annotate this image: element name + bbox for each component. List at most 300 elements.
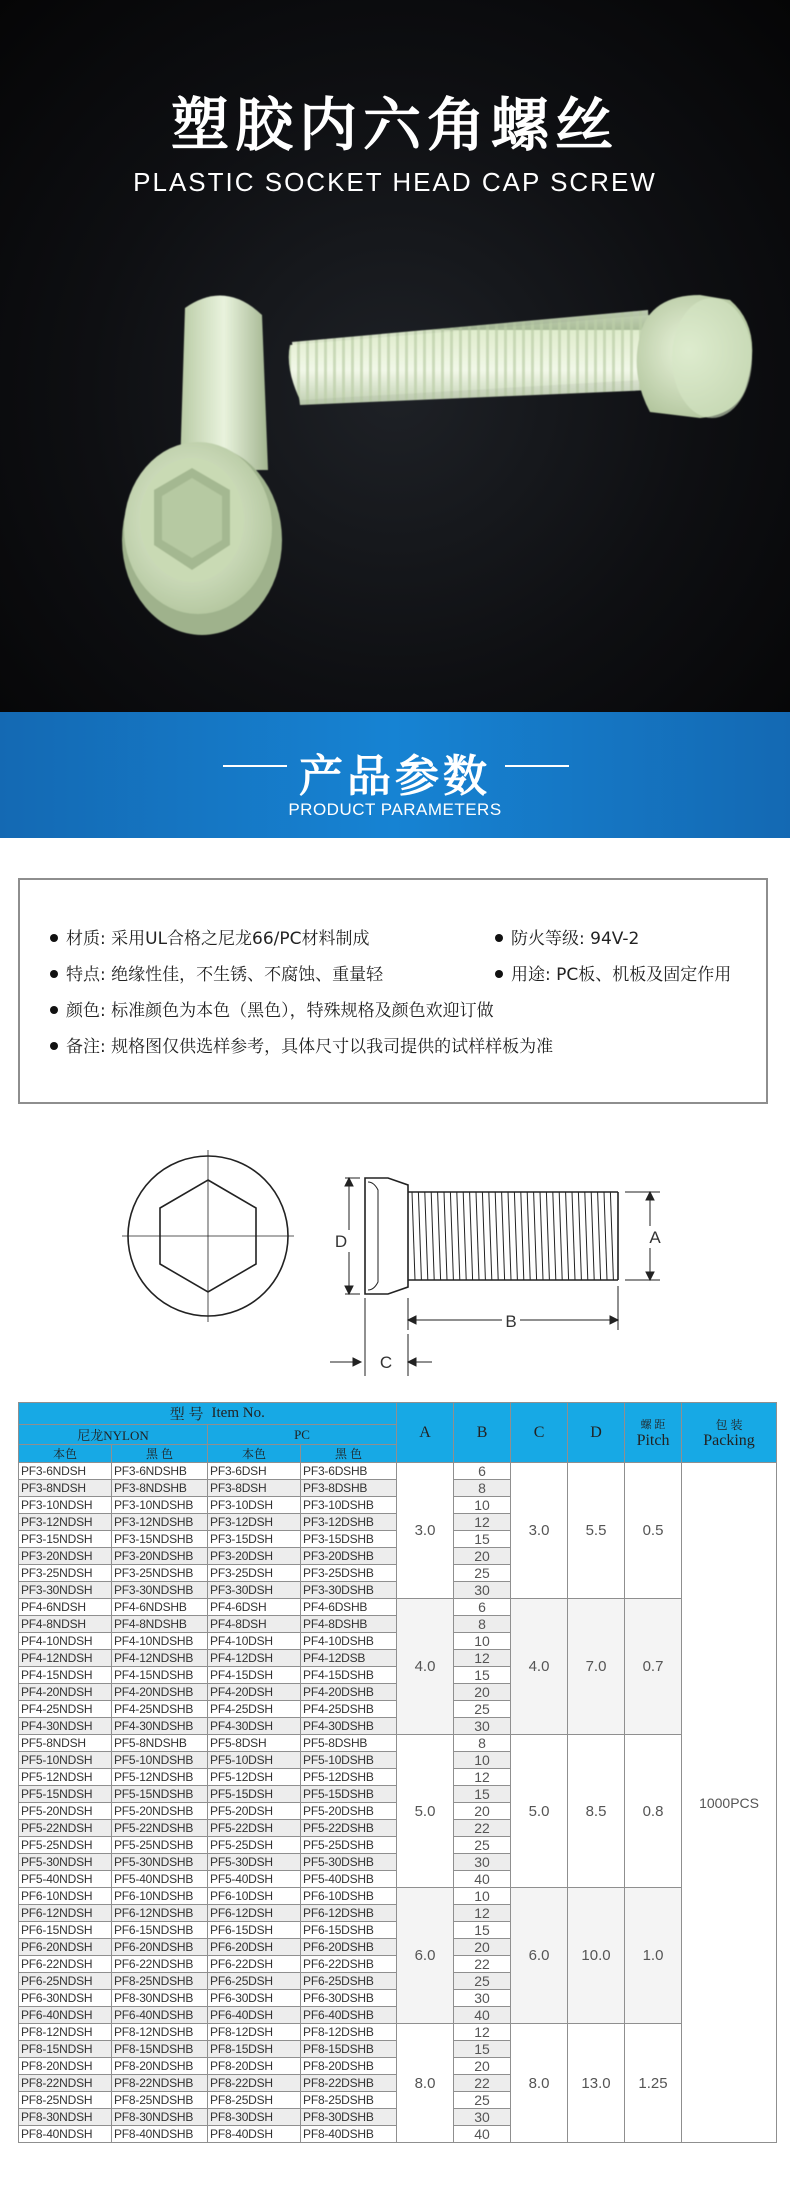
pc-header: PC — [208, 1425, 397, 1445]
model-cell: PF6-40NDSHB — [112, 2007, 208, 2024]
model-cell: PF3-6NDSH — [19, 1463, 112, 1480]
model-cell: PF5-22DSHB — [301, 1820, 397, 1837]
spec-note — [50, 1032, 553, 1057]
model-cell: PF4-12NDSHB — [112, 1650, 208, 1667]
hero-banner — [0, 0, 790, 712]
bullet-icon — [50, 1042, 58, 1050]
thread-line — [566, 1192, 569, 1280]
model-cell: PF6-22DSH — [208, 1956, 301, 1973]
spec-features — [50, 960, 383, 985]
d-value-cell: 13.0 — [568, 2024, 625, 2143]
spec-value: 标准颜色为本色（黑色），特殊规格及颜色欢迎订做 — [111, 1001, 494, 1021]
model-cell: PF8-25NDSH — [19, 2092, 112, 2109]
b-value-cell: 12 — [454, 1514, 511, 1531]
model-cell: PF5-8DSHB — [301, 1735, 397, 1752]
bullet-icon — [495, 970, 503, 978]
model-cell: PF3-8DSH — [208, 1480, 301, 1497]
model-cell: PF4-8DSHB — [301, 1616, 397, 1633]
model-cell: PF8-20NDSHB — [112, 2058, 208, 2075]
model-cell: PF6-25DSH — [208, 1973, 301, 1990]
model-cell: PF3-12NDSHB — [112, 1514, 208, 1531]
model-cell: PF8-25DSHB — [301, 2092, 397, 2109]
dim-label-a: A — [649, 1228, 661, 1247]
packing-header — [682, 1403, 777, 1463]
model-cell: PF5-40DSHB — [301, 1871, 397, 1888]
model-cell: PF4-6NDSHB — [112, 1599, 208, 1616]
b-value-cell: 10 — [454, 1752, 511, 1769]
thread-line — [482, 1192, 485, 1280]
thread-line — [431, 1192, 434, 1280]
model-cell: PF8-22NDSHB — [112, 2075, 208, 2092]
dim-label-c: C — [379, 1353, 393, 1372]
screw-product-image — [0, 240, 790, 712]
model-cell: PF5-8NDSH — [19, 1735, 112, 1752]
model-cell: PF3-8NDSHB — [112, 1480, 208, 1497]
model-cell: PF8-25DSH — [208, 2092, 301, 2109]
model-cell: PF8-12DSHB — [301, 2024, 397, 2041]
spec-label: 用途: — [511, 965, 551, 985]
model-cell: PF8-40NDSHB — [112, 2126, 208, 2143]
table-row — [19, 1599, 777, 1616]
thread-line — [572, 1192, 575, 1280]
model-cell: PF3-15NDSH — [19, 1531, 112, 1548]
model-cell: PF3-20DSHB — [301, 1548, 397, 1565]
model-cell: PF8-30NDSHB — [112, 2109, 208, 2126]
pitch-value-cell: 1.25 — [625, 2024, 682, 2143]
model-cell: PF3-25DSH — [208, 1565, 301, 1582]
model-cell: PF3-10DSH — [208, 1497, 301, 1514]
item-no-header: Item No. — [208, 1403, 397, 1425]
table-row — [19, 1888, 777, 1905]
thread-line — [444, 1192, 447, 1280]
b-value-cell: 20 — [454, 1548, 511, 1565]
model-cell: PF8-40NDSH — [19, 2126, 112, 2143]
model-cell: PF8-30NDSH — [19, 2109, 112, 2126]
d-value-cell: 5.5 — [568, 1463, 625, 1599]
model-cell: PF4-10DSH — [208, 1633, 301, 1650]
pitch-header — [625, 1403, 682, 1463]
model-cell: PF4-12DSB — [301, 1650, 397, 1667]
thread-line — [470, 1192, 473, 1280]
b-value-cell: 22 — [454, 1956, 511, 1973]
model-cell: PF4-10NDSHB — [112, 1633, 208, 1650]
model-cell: PF3-15DSH — [208, 1531, 301, 1548]
thread-line — [514, 1192, 517, 1280]
model-cell: PF8-22DSH — [208, 2075, 301, 2092]
table-row — [19, 2024, 777, 2041]
model-cell: PF6-30DSH — [208, 1990, 301, 2007]
spec-material — [50, 924, 370, 949]
model-cell: PF8-30DSHB — [301, 2109, 397, 2126]
b-value-cell: 15 — [454, 1531, 511, 1548]
model-cell: PF4-30DSH — [208, 1718, 301, 1735]
model-cell: PF5-20DSHB — [301, 1803, 397, 1820]
model-cell: PF4-20DSHB — [301, 1684, 397, 1701]
head-top-view — [122, 1150, 294, 1322]
model-cell: PF8-20NDSH — [19, 2058, 112, 2075]
model-cell: PF5-25NDSHB — [112, 1837, 208, 1854]
col-d-header: D — [568, 1403, 625, 1463]
model-cell: PF5-10NDSHB — [112, 1752, 208, 1769]
model-cell: PF6-20DSH — [208, 1939, 301, 1956]
thread-line — [476, 1192, 479, 1280]
model-cell: PF5-12DSHB — [301, 1769, 397, 1786]
model-cell: PF4-8NDSHB — [112, 1616, 208, 1633]
b-value-cell: 15 — [454, 2041, 511, 2058]
model-cell: PF5-22NDSH — [19, 1820, 112, 1837]
b-value-cell: 20 — [454, 1803, 511, 1820]
thread-line — [559, 1192, 562, 1280]
b-value-cell: 10 — [454, 1633, 511, 1650]
thread-line — [546, 1192, 549, 1280]
model-cell: PF4-30NDSH — [19, 1718, 112, 1735]
model-cell: PF6-20DSHB — [301, 1939, 397, 1956]
model-cell: PF6-30DSHB — [301, 1990, 397, 2007]
thread-line — [502, 1192, 505, 1280]
model-cell: PF5-25NDSH — [19, 1837, 112, 1854]
model-cell: PF8-20DSH — [208, 2058, 301, 2075]
model-cell: PF6-12NDSHB — [112, 1905, 208, 1922]
model-cell: PF5-40NDSHB — [112, 1871, 208, 1888]
model-cell: PF6-20NDSHB — [112, 1939, 208, 1956]
model-cell: PF5-12NDSH — [19, 1769, 112, 1786]
spec-label: 材质: — [66, 929, 106, 949]
model-cell: PF3-20NDSH — [19, 1548, 112, 1565]
model-cell: PF8-25NDSHB — [112, 2092, 208, 2109]
model-cell: PF6-15NDSHB — [112, 1922, 208, 1939]
model-cell: PF5-20DSH — [208, 1803, 301, 1820]
thread-line — [438, 1192, 441, 1280]
model-cell: PF4-12DSH — [208, 1650, 301, 1667]
model-cell: PF3-30DSHB — [301, 1582, 397, 1599]
b-value-cell: 6 — [454, 1599, 511, 1616]
model-cell: PF3-15NDSHB — [112, 1531, 208, 1548]
spec-label: 颜色: — [66, 1001, 106, 1021]
dim-label-b: B — [505, 1312, 517, 1331]
a-value-cell: 8.0 — [397, 2024, 454, 2143]
spec-label: 备注: — [66, 1037, 106, 1057]
screw-side-view — [365, 1178, 618, 1294]
model-cell: PF5-15NDSHB — [112, 1786, 208, 1803]
model-cell: PF5-40NDSH — [19, 1871, 112, 1888]
model-cell: PF6-22DSHB — [301, 1956, 397, 1973]
b-value-cell: 40 — [454, 2007, 511, 2024]
col-b-header: B — [454, 1403, 511, 1463]
model-cell: PF5-30DSH — [208, 1854, 301, 1871]
b-value-cell: 6 — [454, 1463, 511, 1480]
model-cell: PF4-20NDSH — [19, 1684, 112, 1701]
model-cell: PF6-12NDSH — [19, 1905, 112, 1922]
thread-line — [508, 1192, 511, 1280]
b-value-cell: 12 — [454, 1650, 511, 1667]
b-value-cell: 10 — [454, 1497, 511, 1514]
section-subtitle: PRODUCT PARAMETERS — [288, 800, 502, 819]
b-value-cell: 20 — [454, 1939, 511, 1956]
b-value-cell: 40 — [454, 1871, 511, 1888]
col-c-header: C — [511, 1403, 568, 1463]
model-cell: PF4-30NDSHB — [112, 1718, 208, 1735]
natural-header: 本色 — [208, 1445, 301, 1463]
spec-table — [18, 1402, 777, 2143]
pitch-en: Pitch — [636, 1431, 670, 1449]
model-cell: PF3-25DSHB — [301, 1565, 397, 1582]
model-cell: PF3-6NDSHB — [112, 1463, 208, 1480]
model-cell: PF3-8DSHB — [301, 1480, 397, 1497]
model-cell: PF3-25NDSH — [19, 1565, 112, 1582]
model-cell: PF8-30NDSHB — [112, 1990, 208, 2007]
c-value-cell: 5.0 — [511, 1735, 568, 1888]
b-value-cell: 20 — [454, 2058, 511, 2075]
bullet-icon — [50, 1006, 58, 1014]
model-cell: PF8-30DSH — [208, 2109, 301, 2126]
model-cell: PF4-25DSHB — [301, 1701, 397, 1718]
hero-title: 塑胶内六角螺丝 — [170, 91, 619, 159]
model-cell: PF5-12DSH — [208, 1769, 301, 1786]
model-cell: PF8-40DSH — [208, 2126, 301, 2143]
model-cell: PF8-15NDSHB — [112, 2041, 208, 2058]
bullet-icon — [495, 934, 503, 942]
table-row — [19, 1463, 777, 1480]
model-cell: PF5-12NDSHB — [112, 1769, 208, 1786]
model-cell: PF3-15DSHB — [301, 1531, 397, 1548]
model-cell: PF6-10DSH — [208, 1888, 301, 1905]
model-cell: PF5-10NDSH — [19, 1752, 112, 1769]
b-value-cell: 12 — [454, 1905, 511, 1922]
a-value-cell: 5.0 — [397, 1735, 454, 1888]
model-cell: PF6-12DSH — [208, 1905, 301, 1922]
b-value-cell: 30 — [454, 1582, 511, 1599]
model-cell: PF6-22NDSHB — [112, 1956, 208, 1973]
b-value-cell: 30 — [454, 2109, 511, 2126]
b-value-cell: 30 — [454, 1990, 511, 2007]
b-value-cell: 25 — [454, 1701, 511, 1718]
b-value-cell: 25 — [454, 1973, 511, 1990]
thread-line — [489, 1192, 492, 1280]
thread-line — [412, 1192, 415, 1280]
model-cell: PF4-15DSH — [208, 1667, 301, 1684]
thread-line — [495, 1192, 498, 1280]
b-value-cell: 12 — [454, 2024, 511, 2041]
b-value-cell: 30 — [454, 1854, 511, 1871]
hero-subtitle: PLASTIC SOCKET HEAD CAP SCREW — [133, 167, 657, 197]
b-value-cell: 40 — [454, 2126, 511, 2143]
model-cell: PF5-30DSHB — [301, 1854, 397, 1871]
thread-line — [591, 1192, 594, 1280]
table-row — [19, 1735, 777, 1752]
model-cell: PF3-6DSH — [208, 1463, 301, 1480]
model-cell: PF4-20NDSHB — [112, 1684, 208, 1701]
model-cell: PF5-10DSH — [208, 1752, 301, 1769]
model-cell: PF6-40DSHB — [301, 2007, 397, 2024]
model-cell: PF4-15NDSHB — [112, 1667, 208, 1684]
model-cell: PF3-25NDSHB — [112, 1565, 208, 1582]
packing-cell: 1000PCS — [682, 1463, 777, 2143]
model-cell: PF6-25DSHB — [301, 1973, 397, 1990]
b-value-cell: 8 — [454, 1616, 511, 1633]
spec-label: 特点: — [66, 965, 106, 985]
model-cell: PF4-6DSH — [208, 1599, 301, 1616]
model-cell: PF6-15NDSH — [19, 1922, 112, 1939]
model-cell: PF5-20NDSH — [19, 1803, 112, 1820]
model-cell: PF8-15NDSH — [19, 2041, 112, 2058]
pitch-cn: 螺 距 — [640, 1418, 666, 1431]
spec-value: 规格图仅供选样参考，具体尺寸以我司提供的试样样板为准 — [111, 1037, 554, 1057]
model-cell: PF3-6DSHB — [301, 1463, 397, 1480]
model-cell: PF5-8NDSHB — [112, 1735, 208, 1752]
model-cell: PF8-12NDSH — [19, 2024, 112, 2041]
model-cell: PF4-10NDSH — [19, 1633, 112, 1650]
model-cell: PF8-22NDSH — [19, 2075, 112, 2092]
b-value-cell: 10 — [454, 1888, 511, 1905]
model-cell: PF5-30NDSHB — [112, 1854, 208, 1871]
model-cell: PF5-25DSHB — [301, 1837, 397, 1854]
thread-line — [450, 1192, 453, 1280]
model-cell: PF3-10NDSH — [19, 1497, 112, 1514]
model-cell: PF3-30DSH — [208, 1582, 301, 1599]
model-cell: PF5-22NDSHB — [112, 1820, 208, 1837]
spec-value: 绝缘性佳，不生锈、不腐蚀、重量轻 — [111, 965, 384, 985]
spec-box — [18, 878, 768, 1104]
model-cell: PF8-15DSHB — [301, 2041, 397, 2058]
model-cell: PF8-25NDSHB — [112, 1973, 208, 1990]
model-cell: PF5-15NDSH — [19, 1786, 112, 1803]
model-cell: PF3-10DSHB — [301, 1497, 397, 1514]
model-cell: PF6-40NDSH — [19, 2007, 112, 2024]
screw-dimension-diagram — [0, 1130, 790, 1380]
c-value-cell: 4.0 — [511, 1599, 568, 1735]
pitch-value-cell: 0.8 — [625, 1735, 682, 1888]
spec-usage — [495, 960, 731, 985]
model-cell: PF4-25DSH — [208, 1701, 301, 1718]
model-cell: PF6-15DSH — [208, 1922, 301, 1939]
spec-label: 防火等级: — [511, 929, 585, 949]
b-value-cell: 20 — [454, 1684, 511, 1701]
model-cell: PF6-20NDSH — [19, 1939, 112, 1956]
thread-line — [527, 1192, 530, 1280]
thread-line — [540, 1192, 543, 1280]
b-value-cell: 22 — [454, 1820, 511, 1837]
b-value-cell: 15 — [454, 1922, 511, 1939]
col-a-header: A — [397, 1403, 454, 1463]
model-cell: PF5-15DSH — [208, 1786, 301, 1803]
model-cell: PF6-30NDSH — [19, 1990, 112, 2007]
pitch-value-cell: 1.0 — [625, 1888, 682, 2024]
model-cell: PF8-22DSHB — [301, 2075, 397, 2092]
model-cell: PF8-40DSHB — [301, 2126, 397, 2143]
model-cell: PF3-12DSH — [208, 1514, 301, 1531]
model-cell: PF3-12DSHB — [301, 1514, 397, 1531]
model-cell: PF3-10NDSHB — [112, 1497, 208, 1514]
thread-line — [585, 1192, 588, 1280]
model-cell: PF3-8NDSH — [19, 1480, 112, 1497]
model-cell: PF4-25NDSH — [19, 1701, 112, 1718]
thread-line — [578, 1192, 581, 1280]
b-value-cell: 22 — [454, 2075, 511, 2092]
model-cell: PF6-40DSH — [208, 2007, 301, 2024]
a-value-cell: 4.0 — [397, 1599, 454, 1735]
model-cell: PF5-30NDSH — [19, 1854, 112, 1871]
model-cell: PF8-12DSH — [208, 2024, 301, 2041]
model-cell: PF3-30NDSH — [19, 1582, 112, 1599]
spec-value: 采用UL合格之尼龙66/PC材料制成 — [111, 929, 370, 949]
spec-color — [50, 996, 494, 1021]
d-value-cell: 10.0 — [568, 1888, 625, 2024]
spec-value: 94V-2 — [590, 929, 640, 949]
thread-line — [425, 1192, 428, 1280]
model-cell: PF3-12NDSH — [19, 1514, 112, 1531]
model-cell: PF5-22DSH — [208, 1820, 301, 1837]
pitch-value-cell: 0.5 — [625, 1463, 682, 1599]
b-value-cell: 8 — [454, 1480, 511, 1497]
model-cell: PF4-8NDSH — [19, 1616, 112, 1633]
model-cell: PF4-15NDSH — [19, 1667, 112, 1684]
model-cell: PF5-8DSH — [208, 1735, 301, 1752]
model-cell: PF3-20NDSHB — [112, 1548, 208, 1565]
thread-line — [463, 1192, 466, 1280]
model-cell: PF3-30NDSHB — [112, 1582, 208, 1599]
model-cell: PF4-6NDSH — [19, 1599, 112, 1616]
b-value-cell: 15 — [454, 1786, 511, 1803]
c-value-cell: 3.0 — [511, 1463, 568, 1599]
b-value-cell: 25 — [454, 1837, 511, 1854]
model-header: 型 号 — [19, 1403, 208, 1425]
thread-line — [521, 1192, 524, 1280]
nylon-header: 尼龙NYLON — [19, 1425, 208, 1445]
model-cell: PF5-20NDSHB — [112, 1803, 208, 1820]
b-value-cell: 8 — [454, 1735, 511, 1752]
dim-label-d: D — [334, 1232, 348, 1251]
model-cell: PF4-25NDSHB — [112, 1701, 208, 1718]
b-value-cell: 12 — [454, 1769, 511, 1786]
model-cell: PF4-12NDSH — [19, 1650, 112, 1667]
model-cell: PF4-6DSHB — [301, 1599, 397, 1616]
model-cell: PF6-25NDSH — [19, 1973, 112, 1990]
bullet-icon — [50, 970, 58, 978]
model-cell: PF4-30DSHB — [301, 1718, 397, 1735]
b-value-cell: 25 — [454, 2092, 511, 2109]
thread-line — [457, 1192, 460, 1280]
model-cell: PF3-20DSH — [208, 1548, 301, 1565]
model-cell: PF5-25DSH — [208, 1837, 301, 1854]
black-header: 黑 色 — [112, 1445, 208, 1463]
model-cell: PF4-20DSH — [208, 1684, 301, 1701]
b-value-cell: 15 — [454, 1667, 511, 1684]
model-cell: PF6-10NDSH — [19, 1888, 112, 1905]
model-cell: PF8-15DSH — [208, 2041, 301, 2058]
thread-line — [598, 1192, 601, 1280]
c-value-cell: 8.0 — [511, 2024, 568, 2143]
packing-cn: 包 装 — [715, 1417, 743, 1432]
a-value-cell: 6.0 — [397, 1888, 454, 2024]
model-cell: PF5-15DSHB — [301, 1786, 397, 1803]
thread-line — [604, 1192, 607, 1280]
model-cell: PF6-12DSHB — [301, 1905, 397, 1922]
b-value-cell: 30 — [454, 1718, 511, 1735]
model-cell: PF6-10DSHB — [301, 1888, 397, 1905]
natural-header: 本色 — [19, 1445, 112, 1463]
section-header — [0, 712, 790, 838]
bullet-icon — [50, 934, 58, 942]
a-value-cell: 3.0 — [397, 1463, 454, 1599]
section-title: 产品参数 — [299, 751, 491, 802]
thread-line — [418, 1192, 421, 1280]
thread-line — [534, 1192, 537, 1280]
d-value-cell: 8.5 — [568, 1735, 625, 1888]
model-cell: PF6-15DSHB — [301, 1922, 397, 1939]
spec-fire-rating — [495, 924, 639, 949]
model-cell: PF8-12NDSHB — [112, 2024, 208, 2041]
b-value-cell: 25 — [454, 1565, 511, 1582]
